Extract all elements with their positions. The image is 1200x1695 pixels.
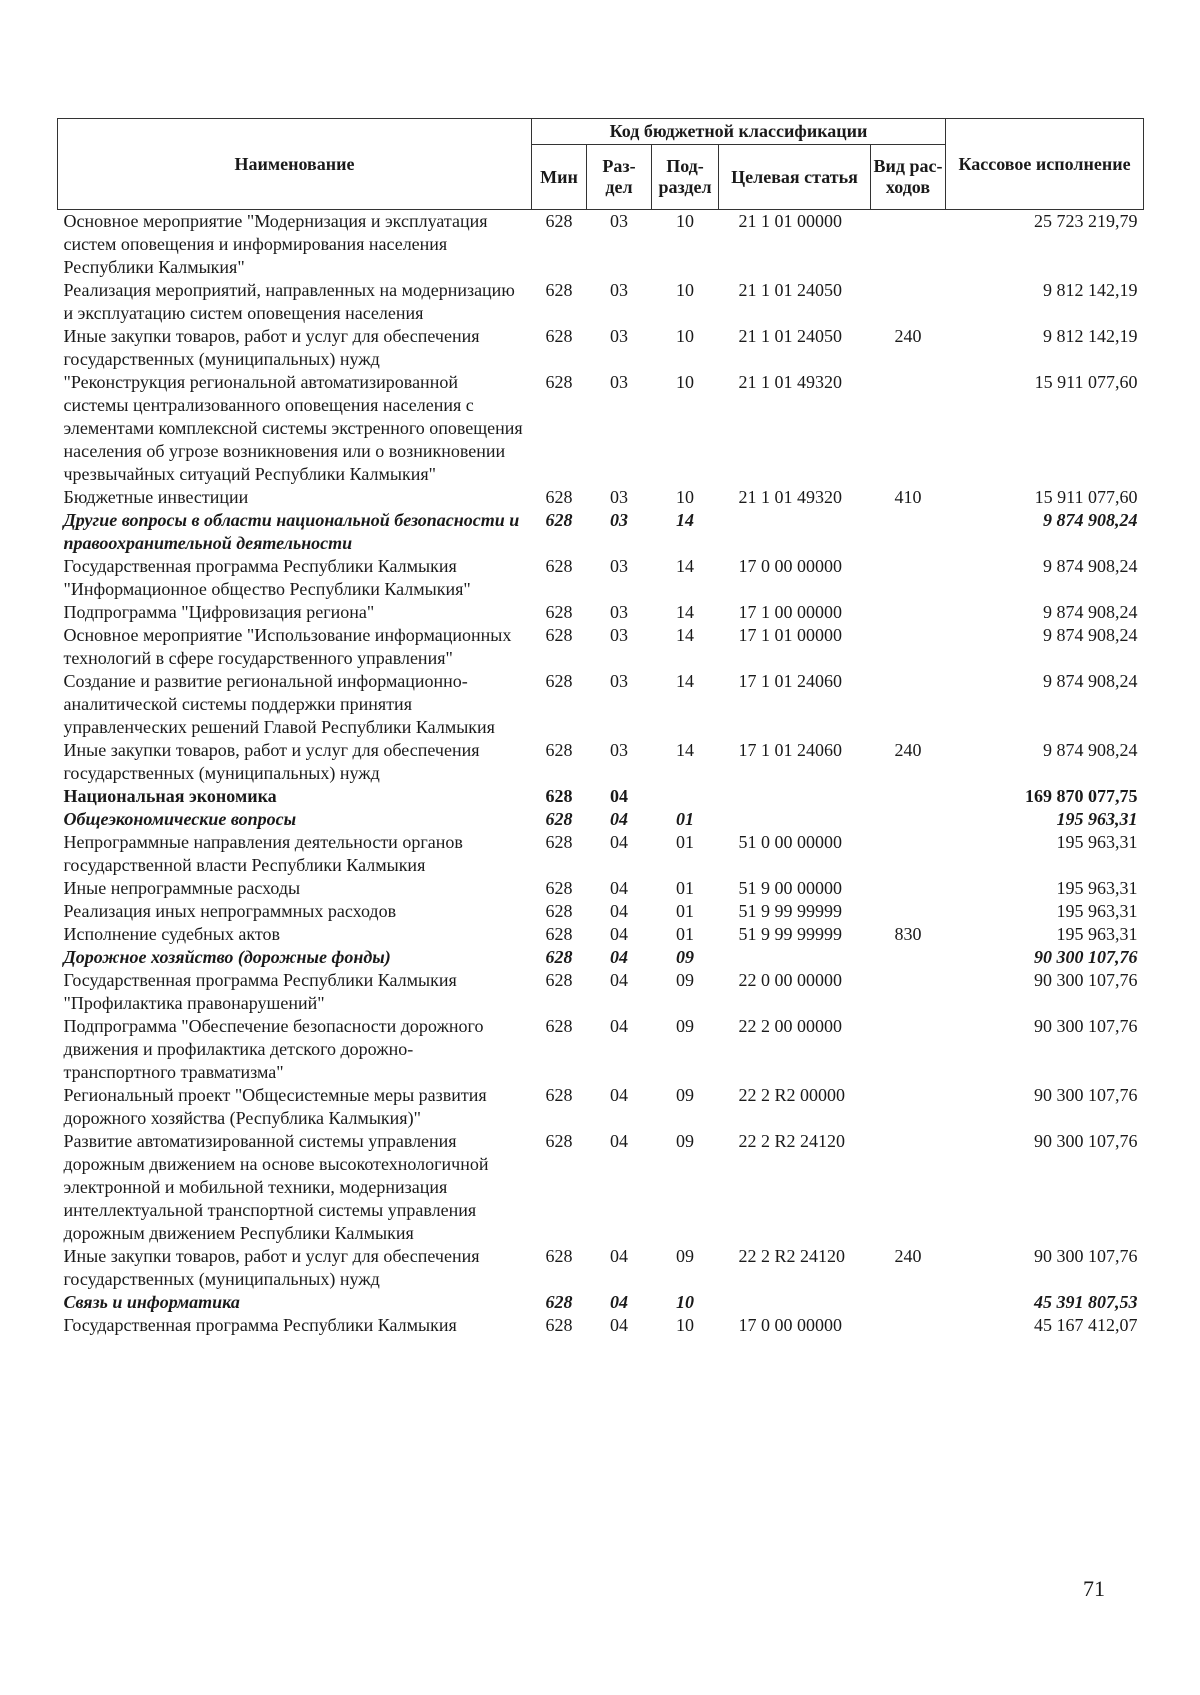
cell-sum: 45 167 412,07 (1034, 1315, 1138, 1335)
cell-podrazdel: 14 (676, 740, 694, 760)
cell-podrazdel: 10 (676, 372, 694, 392)
cell-razdel: 04 (610, 1131, 628, 1151)
cell-min: 628 (545, 510, 573, 530)
cell-razdel: 03 (610, 625, 628, 645)
cell-sum: 90 300 107,76 (1034, 1085, 1138, 1105)
cell-sum: 90 300 107,76 (1034, 1246, 1138, 1266)
cell-podrazdel: 09 (676, 947, 694, 967)
cell-vid (871, 1130, 946, 1245)
cell-min: 628 (545, 878, 573, 898)
cell-sum: 195 963,31 (1056, 901, 1138, 921)
cell-vid (871, 624, 946, 670)
cell-razdel: 03 (610, 740, 628, 760)
cell-celevaya: 21 1 01 00000 (738, 211, 842, 231)
cell-name: Государственная программа Республики Калмыкия "Профилактика правонарушений" (63, 970, 457, 1013)
table-row (58, 624, 1144, 670)
table-row (58, 670, 1144, 739)
cell-sum: 169 870 077,75 (1025, 786, 1138, 806)
cell-vid (871, 279, 946, 325)
table-row (58, 279, 1144, 325)
cell-sum: 9 874 908,24 (1043, 625, 1138, 645)
header-name: Наименование (58, 119, 532, 210)
cell-podrazdel: 01 (676, 901, 694, 921)
cell-vid (871, 1291, 946, 1314)
cell-razdel: 03 (610, 510, 628, 530)
cell-podrazdel: 14 (676, 602, 694, 622)
header-celevaya: Целевая статья (719, 145, 871, 210)
cell-sum: 9 874 908,24 (1043, 602, 1138, 622)
table-row (58, 1084, 1144, 1130)
cell-min: 628 (545, 924, 573, 944)
cell-razdel: 03 (610, 326, 628, 346)
cell-min: 628 (545, 487, 573, 507)
cell-podrazdel: 09 (676, 1246, 694, 1266)
cell-celevaya: 21 1 01 49320 (738, 372, 842, 392)
cell-name: Исполнение судебных актов (63, 924, 281, 944)
cell-min: 628 (545, 1016, 573, 1036)
cell-sum: 90 300 107,76 (1034, 1131, 1138, 1151)
cell-celevaya: 17 0 00 00000 (738, 556, 842, 576)
cell-min: 628 (545, 1315, 573, 1335)
cell-razdel: 04 (610, 1315, 628, 1335)
cell-podrazdel (652, 785, 719, 808)
cell-min: 628 (545, 740, 573, 760)
cell-sum: 195 963,31 (1056, 832, 1138, 852)
table-row (58, 1314, 1144, 1337)
cell-celevaya: 22 0 00 00000 (738, 970, 842, 990)
cell-razdel: 04 (610, 1292, 628, 1312)
page-number: 71 (1083, 1576, 1105, 1601)
cell-vid: 830 (894, 924, 922, 944)
cell-min: 628 (545, 671, 573, 691)
cell-podrazdel: 01 (676, 924, 694, 944)
cell-min: 628 (545, 602, 573, 622)
cell-min: 628 (545, 970, 573, 990)
cell-razdel: 04 (610, 1246, 628, 1266)
cell-podrazdel: 14 (676, 510, 694, 530)
cell-min: 628 (545, 947, 573, 967)
cell-podrazdel: 09 (676, 1016, 694, 1036)
cell-min: 628 (545, 1085, 573, 1105)
cell-celevaya (719, 509, 871, 555)
cell-celevaya: 21 1 01 24050 (738, 326, 842, 346)
cell-sum: 195 963,31 (1056, 878, 1138, 898)
cell-name: Непрограммные направления деятельности органов государственной власти Республики Калмыкия (63, 832, 463, 875)
cell-celevaya: 22 2 R2 00000 (738, 1085, 846, 1105)
cell-min: 628 (545, 809, 573, 829)
cell-celevaya: 17 1 01 24060 (738, 671, 842, 691)
cell-razdel: 04 (610, 878, 628, 898)
cell-vid (871, 969, 946, 1015)
header-podrazdel: Под-раздел (652, 145, 719, 210)
cell-podrazdel: 14 (676, 556, 694, 576)
cell-celevaya: 21 1 01 24050 (738, 280, 842, 300)
cell-razdel: 03 (610, 211, 628, 231)
cell-sum: 15 911 077,60 (1034, 372, 1138, 392)
cell-sum: 9 812 142,19 (1043, 326, 1138, 346)
cell-vid (871, 601, 946, 624)
cell-celevaya: 17 0 00 00000 (738, 1315, 842, 1335)
table-row (58, 946, 1144, 969)
table-row (58, 210, 1144, 280)
cell-sum: 9 874 908,24 (1043, 671, 1138, 691)
cell-celevaya: 51 9 99 99999 (738, 924, 842, 944)
cell-vid: 410 (894, 487, 922, 507)
cell-celevaya: 17 1 00 00000 (738, 602, 842, 622)
cell-razdel: 04 (610, 832, 628, 852)
table-row (58, 785, 1144, 808)
cell-podrazdel: 10 (676, 211, 694, 231)
budget-table-sheet (57, 118, 1143, 1337)
cell-min: 628 (545, 832, 573, 852)
table-row (58, 1015, 1144, 1084)
cell-sum: 45 391 807,53 (1034, 1292, 1138, 1312)
cell-celevaya: 22 2 R2 24120 (738, 1246, 846, 1266)
cell-podrazdel: 14 (676, 625, 694, 645)
cell-sum: 15 911 077,60 (1034, 487, 1138, 507)
cell-name: Государственная программа Республики Калмыкия (63, 1315, 457, 1335)
table-row (58, 371, 1144, 486)
cell-name: Государственная программа Республики Калмыкия "Информационное общество Республики Калмыкия" (63, 556, 471, 599)
cell-sum: 90 300 107,76 (1034, 970, 1138, 990)
cell-vid (871, 670, 946, 739)
table-row (58, 1291, 1144, 1314)
cell-podrazdel: 01 (676, 809, 694, 829)
cell-sum: 90 300 107,76 (1034, 1016, 1138, 1036)
cell-vid (871, 946, 946, 969)
table-row (58, 1245, 1144, 1291)
cell-podrazdel: 01 (676, 878, 694, 898)
cell-name: Иные закупки товаров, работ и услуг для обеспечения государственных (муниципальных) нужд (63, 1246, 480, 1289)
cell-razdel: 03 (610, 487, 628, 507)
table-row (58, 601, 1144, 624)
cell-podrazdel: 09 (676, 1085, 694, 1105)
cell-razdel: 03 (610, 602, 628, 622)
cell-celevaya: 51 9 99 99999 (738, 901, 842, 921)
cell-name: Реализация мероприятий, направленных на модернизацию и эксплуатацию систем оповещения населения (63, 280, 515, 323)
cell-name: Национальная экономика (63, 786, 277, 806)
cell-celevaya: 17 1 01 00000 (738, 625, 842, 645)
cell-min: 628 (545, 211, 573, 231)
header-vid: Вид рас-ходов (871, 145, 946, 210)
table-row (58, 900, 1144, 923)
cell-sum: 9 874 908,24 (1043, 556, 1138, 576)
table-body (58, 210, 1144, 1338)
cell-min: 628 (545, 786, 573, 806)
cell-min: 628 (545, 1131, 573, 1151)
cell-vid (871, 1015, 946, 1084)
cell-min: 628 (545, 901, 573, 921)
cell-sum: 90 300 107,76 (1034, 947, 1138, 967)
header-classification-group: Код бюджетной классификации (532, 119, 946, 145)
cell-name: Дорожное хозяйство (дорожные фонды) (63, 947, 391, 967)
cell-sum: 9 812 142,19 (1043, 280, 1138, 300)
cell-razdel: 03 (610, 671, 628, 691)
cell-min: 628 (545, 625, 573, 645)
cell-min: 628 (545, 280, 573, 300)
cell-celevaya: 51 0 00 00000 (738, 832, 842, 852)
cell-sum: 25 723 219,79 (1034, 211, 1138, 231)
cell-min: 628 (545, 1292, 573, 1312)
cell-podrazdel: 10 (676, 1315, 694, 1335)
cell-sum: 195 963,31 (1056, 924, 1138, 944)
cell-celevaya: 22 2 R2 24120 (738, 1131, 846, 1151)
cell-razdel: 04 (610, 970, 628, 990)
cell-razdel: 04 (610, 947, 628, 967)
cell-vid (871, 900, 946, 923)
cell-name: Другие вопросы в области национальной безопасности и правоохранительной деятельности (63, 510, 520, 553)
cell-podrazdel: 10 (676, 487, 694, 507)
cell-name: "Реконструкция региональной автоматизированной системы централизованного оповещения населения с элементами комплексной системы экстренного оповещения населения об угрозе возникновения или о возникновении чрезвычайных ситуаций Республики Калмыкия" (63, 372, 523, 484)
table-row (58, 555, 1144, 601)
table-row (58, 1130, 1144, 1245)
cell-razdel: 04 (610, 1085, 628, 1105)
cell-name: Основное мероприятие "Использование информационных технологий в сфере государственного управления" (63, 625, 512, 668)
cell-celevaya: 17 1 01 24060 (738, 740, 842, 760)
cell-celevaya (719, 785, 871, 808)
header-min: Мин (532, 145, 587, 210)
cell-vid (871, 1314, 946, 1337)
cell-podrazdel: 10 (676, 1292, 694, 1312)
table-row (58, 831, 1144, 877)
table-row (58, 739, 1144, 785)
cell-vid (871, 555, 946, 601)
cell-razdel: 03 (610, 556, 628, 576)
table-row (58, 969, 1144, 1015)
table-header (58, 119, 1144, 210)
table-row (58, 808, 1144, 831)
cell-name: Иные закупки товаров, работ и услуг для обеспечения государственных (муниципальных) нужд (63, 740, 480, 783)
cell-vid (871, 1084, 946, 1130)
cell-vid (871, 509, 946, 555)
cell-min: 628 (545, 1246, 573, 1266)
budget-table (57, 118, 1144, 1337)
cell-razdel: 04 (610, 924, 628, 944)
cell-vid (871, 808, 946, 831)
table-row (58, 877, 1144, 900)
cell-celevaya: 21 1 01 49320 (738, 487, 842, 507)
table-row (58, 486, 1144, 509)
cell-vid: 240 (894, 1246, 922, 1266)
header-razdel: Раз-дел (587, 145, 652, 210)
cell-name: Создание и развитие региональной информационно-аналитической системы поддержки принятия управленческих решений Главой Республики Калмыкия (63, 671, 495, 737)
cell-name: Региональный проект "Общесистемные меры развития дорожного хозяйства (Республика Калмыкия)" (63, 1085, 487, 1128)
cell-name: Развитие автоматизированной системы управления дорожным движением на основе высокотехнологичной электронной и мобильной техники, модернизация интеллектуальной транспортной системы управления дорожным движением Республики Калмыкия (63, 1131, 489, 1243)
cell-razdel: 03 (610, 280, 628, 300)
cell-celevaya (719, 808, 871, 831)
cell-vid (871, 831, 946, 877)
cell-name: Общеэкономические вопросы (63, 809, 297, 829)
table-row (58, 509, 1144, 555)
cell-podrazdel: 01 (676, 832, 694, 852)
cell-vid (871, 210, 946, 280)
cell-podrazdel: 14 (676, 671, 694, 691)
cell-razdel: 04 (610, 809, 628, 829)
cell-celevaya: 51 9 00 00000 (738, 878, 842, 898)
cell-celevaya: 22 2 00 00000 (738, 1016, 842, 1036)
cell-razdel: 04 (610, 786, 628, 806)
cell-vid (871, 877, 946, 900)
cell-razdel: 03 (610, 372, 628, 392)
cell-celevaya (719, 946, 871, 969)
cell-celevaya (719, 1291, 871, 1314)
header-sum: Кассовое исполнение (946, 119, 1144, 210)
cell-podrazdel: 10 (676, 326, 694, 346)
cell-sum: 9 874 908,24 (1043, 510, 1138, 530)
cell-podrazdel: 09 (676, 1131, 694, 1151)
cell-vid: 240 (894, 326, 922, 346)
cell-name: Иные закупки товаров, работ и услуг для обеспечения государственных (муниципальных) нужд (63, 326, 480, 369)
cell-name: Реализация иных непрограммных расходов (63, 901, 397, 921)
cell-min: 628 (545, 556, 573, 576)
cell-sum: 195 963,31 (1056, 809, 1138, 829)
table-row (58, 923, 1144, 946)
cell-razdel: 04 (610, 901, 628, 921)
cell-name: Иные непрограммные расходы (63, 878, 301, 898)
cell-name: Основное мероприятие "Модернизация и эксплуатация систем оповещения и информирования населения Республики Калмыкия" (63, 211, 488, 277)
cell-razdel: 04 (610, 1016, 628, 1036)
cell-name: Подпрограмма "Цифровизация региона" (63, 602, 375, 622)
cell-min: 628 (545, 326, 573, 346)
table-row (58, 325, 1144, 371)
cell-name: Связь и информатика (63, 1292, 240, 1312)
cell-name: Бюджетные инвестиции (63, 487, 249, 507)
cell-podrazdel: 09 (676, 970, 694, 990)
cell-vid (871, 371, 946, 486)
cell-vid: 240 (894, 740, 922, 760)
cell-name: Подпрограмма "Обеспечение безопасности дорожного движения и профилактика детского дорожно-транспортного травматизма" (63, 1016, 484, 1082)
cell-sum: 9 874 908,24 (1043, 740, 1138, 760)
cell-podrazdel: 10 (676, 280, 694, 300)
cell-min: 628 (545, 372, 573, 392)
cell-vid (871, 785, 946, 808)
